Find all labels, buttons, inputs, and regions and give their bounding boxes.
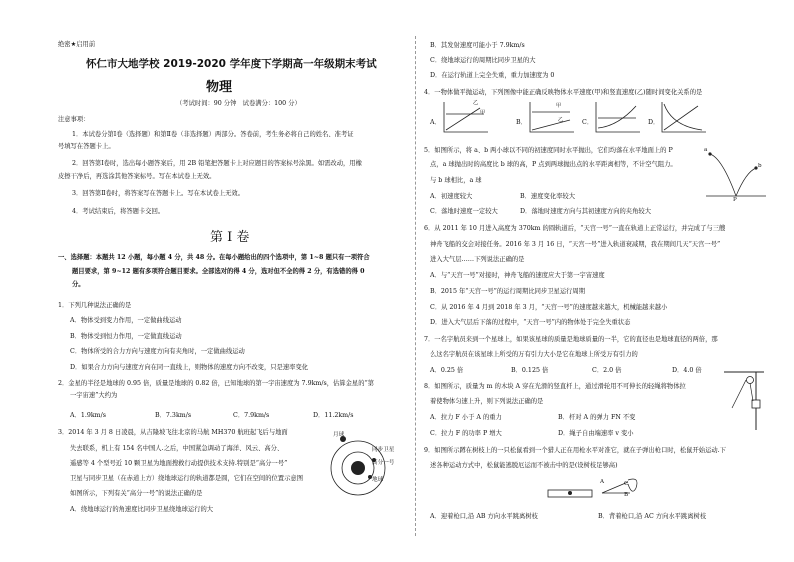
section-title: 第 Ⅰ 卷 [210, 230, 250, 245]
q9-diagram [544, 474, 648, 510]
note-line: 2．回答第Ⅰ卷时，选出每小题答案后，用 2B 铅笔把答题卡上对应题目的答案标号涂黑。如需改动，用橡 [72, 160, 362, 167]
q3-option: B．其发射速度可能小于 7.9km/s [430, 42, 525, 49]
q3-stem: 遥感等 4 个型号近 10 颗卫星为地面搜救行动提供技术支持.特别是“高分一号” [70, 460, 288, 467]
exam-title: 怀仁市大地学校 2019-2020 学年度下学期高一年级期末考试 [86, 58, 377, 70]
q5-stem: 点，a 球抛出时的高度比 b 球的高，P 点到两球抛出点的水平距离相等，不计空气阻力。 [430, 161, 677, 168]
q9-label-a: A [600, 479, 605, 485]
q8-option: D．绳子自由端速率 v 变小 [558, 430, 634, 437]
section-intro: 题目要求，第 9~12 题有多项符合题目要求。全部选对的得 4 分，选对但不全的得 2 分，有选错的得 0 [72, 268, 365, 275]
q7-stem: 么这名宇航员在该星球上所受的万有引力大小是它在地球上所受万有引力的 [430, 351, 638, 358]
secret-mark: 绝密★启用前 [58, 41, 96, 48]
q7-option: B．0.125 倍 [511, 367, 549, 374]
q6-option: D．进入大气层后下落的过程中，“天宫一号”内的物体处于完全失重状态 [430, 319, 631, 326]
diagram-label-gaofen: 高分一号 [372, 460, 395, 466]
diagram-label-earth: 地球 [372, 477, 384, 483]
q5-option: A．初速度较大 [430, 193, 473, 200]
q3-stem: 如图所示，下列有关“高分一号”的说法正确的是 [70, 490, 203, 497]
q6-stem: 神舟飞船的交会对接任务。2016 年 3 月 16 日，“天宫一号”进入轨道衰减期，我在期间几天“天宫一号” [430, 241, 721, 248]
q9-label-b: B [624, 492, 629, 498]
q5-label-p: P [733, 197, 737, 203]
q3-option: A．绕地球运行的角速度比同步卫星绕地球运行的大 [70, 506, 214, 513]
q4-graph-a [440, 100, 492, 136]
q9-stem: 述各种运动方式中，松鼠能逃脱厄运而不被击中的是(设树枝足够高) [430, 462, 618, 469]
q6-stem: 进入大气层……下列说法正确的是 [430, 256, 525, 263]
q5-option: B．速度变化率较大 [520, 193, 576, 200]
q5-label-a: a [704, 147, 708, 153]
diagram-label-moon: 月球 [333, 432, 345, 438]
q2-option: D．11.2km/s [313, 412, 354, 419]
section-intro: 一、选择题：本题共 12 小题，每小题 4 分，共 48 分。在每小题给出的四个选项中，第 1~8 题只有一项符合 [58, 254, 370, 261]
note-line: 皮擦干净后，再选涂其他答案标号。写在本试卷上无效。 [58, 173, 216, 180]
q3-stem: 卫星与同步卫星（在赤道上方）绕地球运行的轨道都是圆，它们在空间的位置示意图 [70, 475, 303, 482]
q4-option: B． [516, 119, 527, 126]
q5-option: C．落地时速度一定较大 [430, 208, 498, 215]
q3-option: C．绕地球运行的周期比同步卫星的大 [430, 57, 536, 64]
q6-option: B．2015 年“天宫一号”的运行周期比同步卫星运行周期 [430, 288, 586, 295]
q3-option: D．在运行轨道上完全失重，重力加速度为 0 [430, 72, 555, 79]
q7-option: C．2.0 倍 [592, 367, 622, 374]
q8-stem: 8．如图所示，质量为 m 的木块 A 穿在光滑的竖直杆上，通过滑轮用不可伸长的轻绳将物体拉 [424, 383, 686, 390]
q7-option: D．4.0 倍 [672, 367, 702, 374]
q9-option: B．背着枪口,沿 AC 方向水平跳离树枝 [598, 513, 707, 520]
q7-stem: 7．一名宇航员来到一个星球上，如果该星球的质量是地球质量的一半，它的直径也是地球直径的两倍，那 [424, 336, 718, 343]
q9-stem: 9．如图所示蹲在树枝上的一只松鼠看到一个猎人正在用枪水平对准它，就在子弹出枪口时，松鼠开始运动.下 [424, 447, 726, 454]
q4-graph-d [658, 100, 710, 136]
q4-option: C． [582, 119, 594, 126]
q7-option: A．0.25 倍 [430, 367, 464, 374]
exam-info: （考试时间：90 分钟 试卷满分：100 分） [176, 100, 301, 107]
q5-stem: 与 b 球相比，a 球 [430, 177, 482, 184]
q5-label-b: b [758, 163, 762, 169]
subject-title: 物理 [206, 80, 233, 95]
q2-stem: 2．金星的半径是地球的 0.95 倍，质量是地球的 0.82 倍，已知地球的第一宇宙速度为 7.9km/s，估算金星的“第 [58, 380, 375, 387]
q2-stem-cont: 一宇宙速”大约为 [70, 392, 118, 399]
q1-option: B．物体受到恒力作用，一定做直线运动 [70, 333, 182, 340]
q4-stem: 4．一物体做平抛运动，下列图像中能正确反映物体水平速度(甲)和竖直速度(乙)随时间变化关系的是 [424, 89, 703, 96]
orbit-diagram [318, 430, 416, 502]
q1-stem: 1．下列几种说法正确的是 [58, 302, 132, 309]
q2-option: C．7.9km/s [233, 412, 270, 419]
section-intro: 分。 [72, 281, 85, 288]
q4-graph-b [526, 100, 578, 136]
q1-option: C．物体所受的合力方向与速度方向有夹角时，一定做曲线运动 [70, 348, 245, 355]
q6-option: A．与“天宫一号”对接时，神舟飞船的速度应大于第一宇宙速度 [430, 272, 605, 279]
q4-option: A． [430, 119, 441, 126]
note-line: 号填写在答题卡上。 [58, 143, 115, 150]
q2-option: A．1.9km/s [70, 412, 106, 419]
q3-stem: 失去联系，机上有 154 名中国人.之后，中国紧急调动了海洋、风云、高分、 [70, 445, 284, 452]
q1-option: A．物体受到变力作用，一定做曲线运动 [70, 317, 182, 324]
q4-label: 乙 [473, 100, 479, 106]
q5-stem: 5．如图所示，将 a、b 两小球以不同的初速度同时水平抛出，它们均落在水平地面上的 P [424, 147, 673, 154]
note-line: 4．考试结束后，将答题卡交回。 [72, 208, 165, 215]
diagram-label-sync: 同步卫星 [372, 447, 395, 453]
notes-heading: 注意事项： [58, 116, 90, 123]
q8-option: B．杆对 A 的弹力 FN 不变 [558, 414, 636, 421]
q8-option: A．拉力 F 小于 A 的重力 [430, 414, 502, 421]
q4-label: 甲 [480, 110, 486, 116]
q4-label: 乙 [558, 117, 564, 123]
q9-option: A．迎着枪口,沿 AB 方向水平跳离树枝 [430, 513, 538, 520]
note-line: 3．回答第Ⅱ卷时，将答案写在答题卡上。写在本试卷上无效。 [72, 190, 245, 197]
q4-graph-c [592, 100, 644, 136]
q6-option: C．从 2016 年 4 月到 2018 年 3 月，“天宫一号”的速度越来越大，机械能越来越小 [430, 304, 668, 311]
q6-stem: 6．从 2011 年 10 月进入高度为 370km 的圆轨道后，“天宫一号”一直在轨道上正常运行，并完成了与三艘 [424, 225, 726, 232]
q2-option: B．7.3km/s [155, 412, 192, 419]
note-line: 1．本试卷分第Ⅰ卷（选择题）和第Ⅱ卷（非选择题）两部分。答卷前，考生务必将自己的姓名、准考证 [72, 131, 354, 138]
q8-option: C．拉力 F 的功率 P 增大 [430, 430, 502, 437]
q8-pulley-diagram [722, 368, 766, 432]
q3-stem: 3．2014 年 3 月 8 日凌晨，从吉隆坡飞往北京的马航 MH370 航班起飞后与地面 [58, 429, 288, 436]
q9-label-c: C [624, 481, 629, 487]
q1-option: D．如果合力方向与速度方向在同一直线上，则物体的速度方向不改变，只是速率变化 [70, 364, 309, 371]
q8-stem: 着使物体匀速上升，则下列说法正确的是 [430, 398, 544, 405]
q4-label: 甲 [556, 103, 562, 109]
q5-option: D．落地时速度方向与其初速度方向的夹角较大 [520, 208, 651, 215]
q4-option: D． [648, 119, 660, 126]
